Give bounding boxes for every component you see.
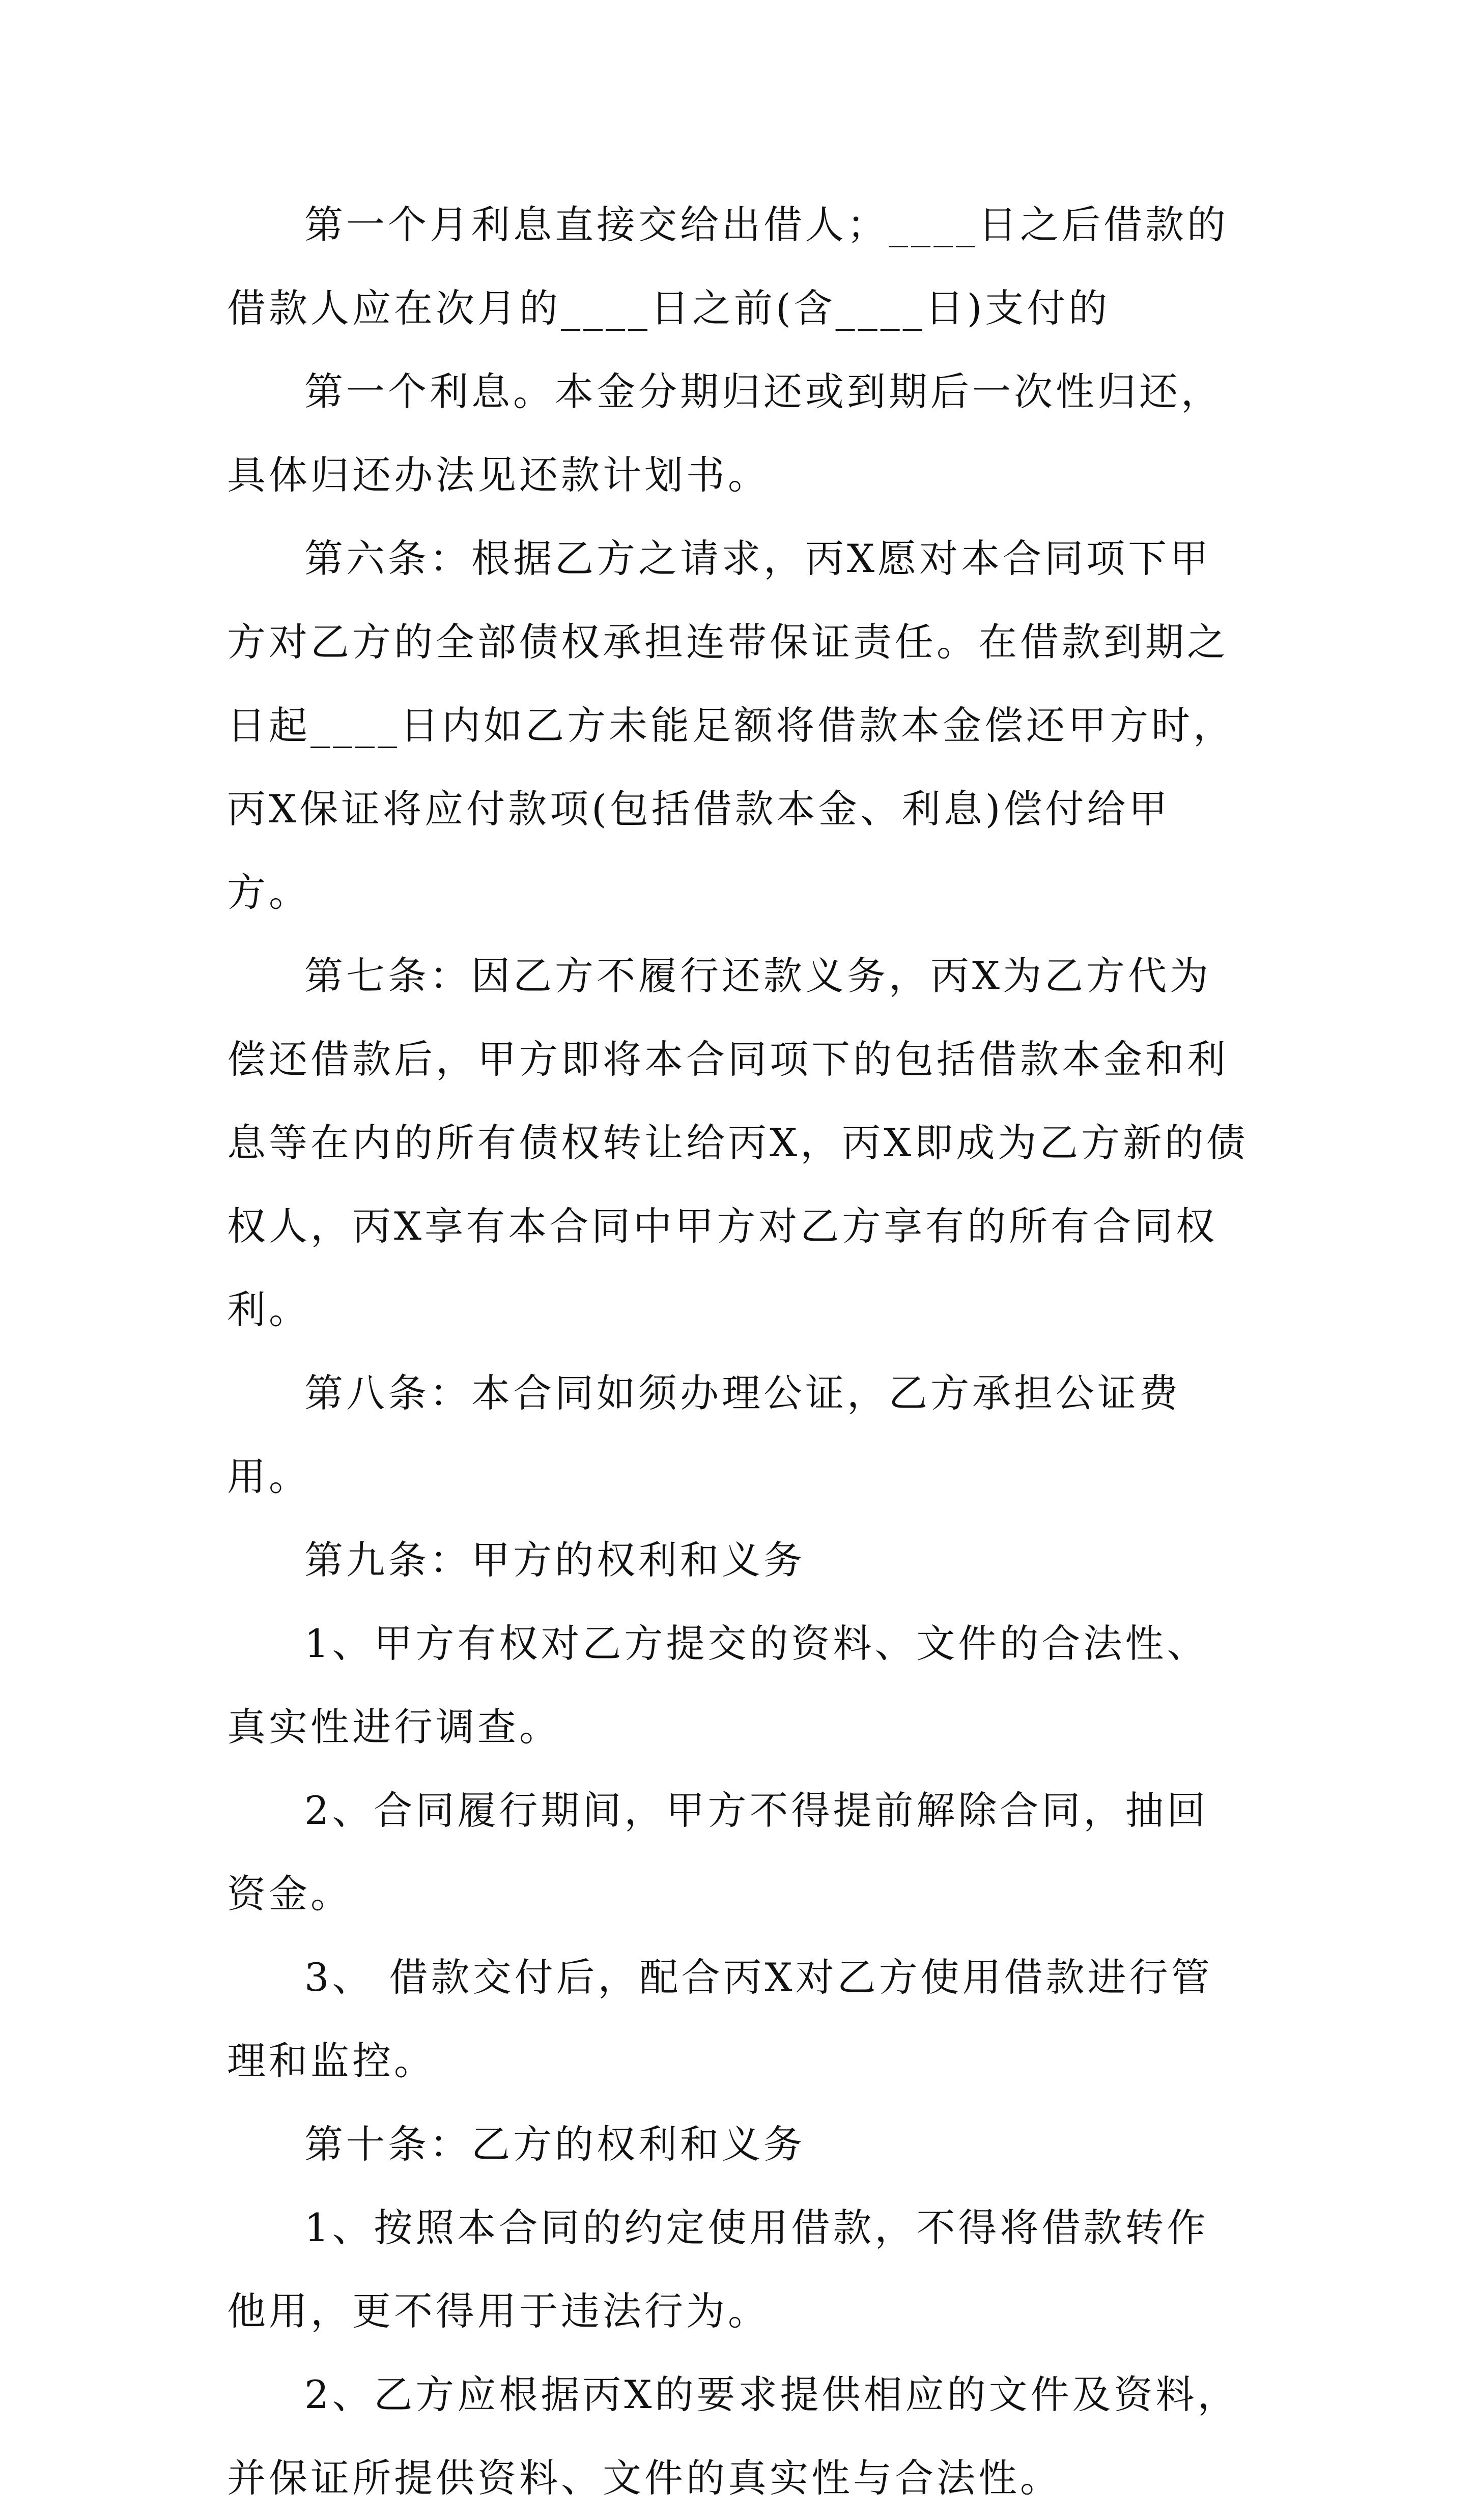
paragraph-article-8: 第八条：本合同如须办理公证，乙方承担公证费用。: [227, 1370, 1181, 1499]
paragraph-article-7: 第七条：因乙方不履行还款义务，丙X为乙方代为偿还借款后，甲方即将本合同项下的包括借款本金和利息等在内的所有债权转让给丙X，丙X即成为乙方新的债权人，丙X享有本合同中甲方对乙方享有的所有合同权利。: [227, 953, 1249, 1332]
document-body: [227, 183, 1250, 2520]
paragraph-article-9-item-1: 1、甲方有权对乙方提交的资料、文件的合法性、真实性进行调查。: [227, 1621, 1209, 1750]
paragraph-article-10-item-1: 1、按照本合同的约定使用借款，不得将借款转作他用，更不得用于违法行为。: [227, 2205, 1209, 2334]
paragraph-article-9-item-3: 3、 借款交付后，配合丙X对乙方使用借款进行管理和监控。: [227, 1955, 1213, 2083]
paragraph-article-6: 第六条：根据乙方之请求，丙X愿对本合同项下甲方对乙方的全部债权承担连带保证责任。在借款到期之日起____日内如乙方未能足额将借款本金偿还甲方时，丙X保证将应付款项(包括借款本金、利息)偿付给甲方。: [227, 536, 1235, 915]
paragraph-interest-payment: 第一个月利息直接交给出借人；____日之后借款的借款人应在次月的____日之前(含____日)支付的: [227, 202, 1229, 331]
paragraph-article-10-heading: 第十条：乙方的权利和义务: [304, 2122, 805, 2167]
paragraph-article-10-item-2: 2、乙方应根据丙X的要求提供相应的文件及资料，并保证所提供资料、文件的真实性与合法性。: [227, 2372, 1239, 2501]
paragraph-article-9-item-2: 2、合同履行期间，甲方不得提前解除合同，抽回资金。: [227, 1788, 1209, 1916]
paragraph-article-9-heading: 第九条：甲方的权利和义务: [304, 1537, 805, 1583]
paragraph-principal-repayment: 第一个利息。本金分期归还或到期后一次性归还，具体归还办法见还款计划书。: [227, 369, 1223, 498]
